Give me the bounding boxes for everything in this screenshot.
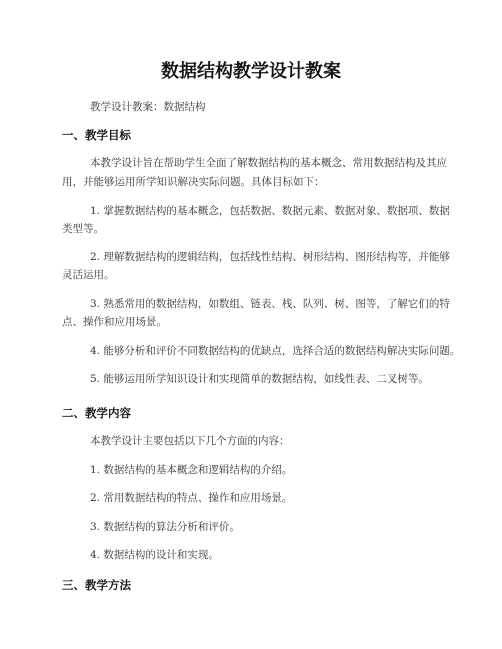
objective-2-line-1: 2. 理解数据结构的逻辑结构，包括线性结构、树形结构、图形结构等，并能够 [90, 251, 450, 263]
section-heading-content: 二、教学内容 [62, 406, 131, 420]
objective-1-line-1: 1. 掌握数据结构的基本概念，包括数据、数据元素、数据对象、数据项、数据 [90, 205, 450, 217]
document-title: 数据结构教学设计教案 [161, 61, 341, 82]
content-item-1: 1. 数据结构的基本概念和逻辑结构的介绍。 [90, 464, 293, 476]
objective-1-line-2: 类型等。 [62, 223, 104, 235]
objective-3-line-2: 点、操作和应用场景。 [62, 316, 167, 328]
objective-5-line-1: 5. 能够运用所学知识设计和实现简单的数据结构，如线性表、二叉树等。 [90, 373, 429, 385]
objectives-intro-line-2: 用，并能够运用所学知识解决实际问题。具体目标如下： [62, 176, 325, 188]
section-heading-methods: 三、教学方法 [62, 578, 131, 592]
objective-2-line-2: 灵活运用。 [62, 269, 115, 281]
intro-line: 教学设计教案：数据结构 [90, 101, 206, 113]
objective-3-line-1: 3. 熟悉常用的数据结构，如数组、链表、栈、队列、树、图等，了解它们的特 [90, 298, 450, 310]
content-item-3: 3. 数据结构的算法分析和评价。 [90, 521, 240, 533]
content-intro-line: 本教学设计主要包括以下几个方面的内容： [90, 435, 290, 447]
section-heading-objectives: 一、教学目标 [62, 128, 131, 142]
objective-4-line-1: 4. 能够分析和评价不同数据结构的优缺点，选择合适的数据结构解决实际问题。 [90, 345, 461, 357]
objectives-intro-line-1: 本教学设计旨在帮助学生全面了解数据结构的基本概念、常用数据结构及其应 [90, 157, 447, 169]
content-item-4: 4. 数据结构的设计和实现。 [90, 549, 219, 561]
content-item-2: 2. 常用数据结构的特点、操作和应用场景。 [90, 492, 293, 504]
